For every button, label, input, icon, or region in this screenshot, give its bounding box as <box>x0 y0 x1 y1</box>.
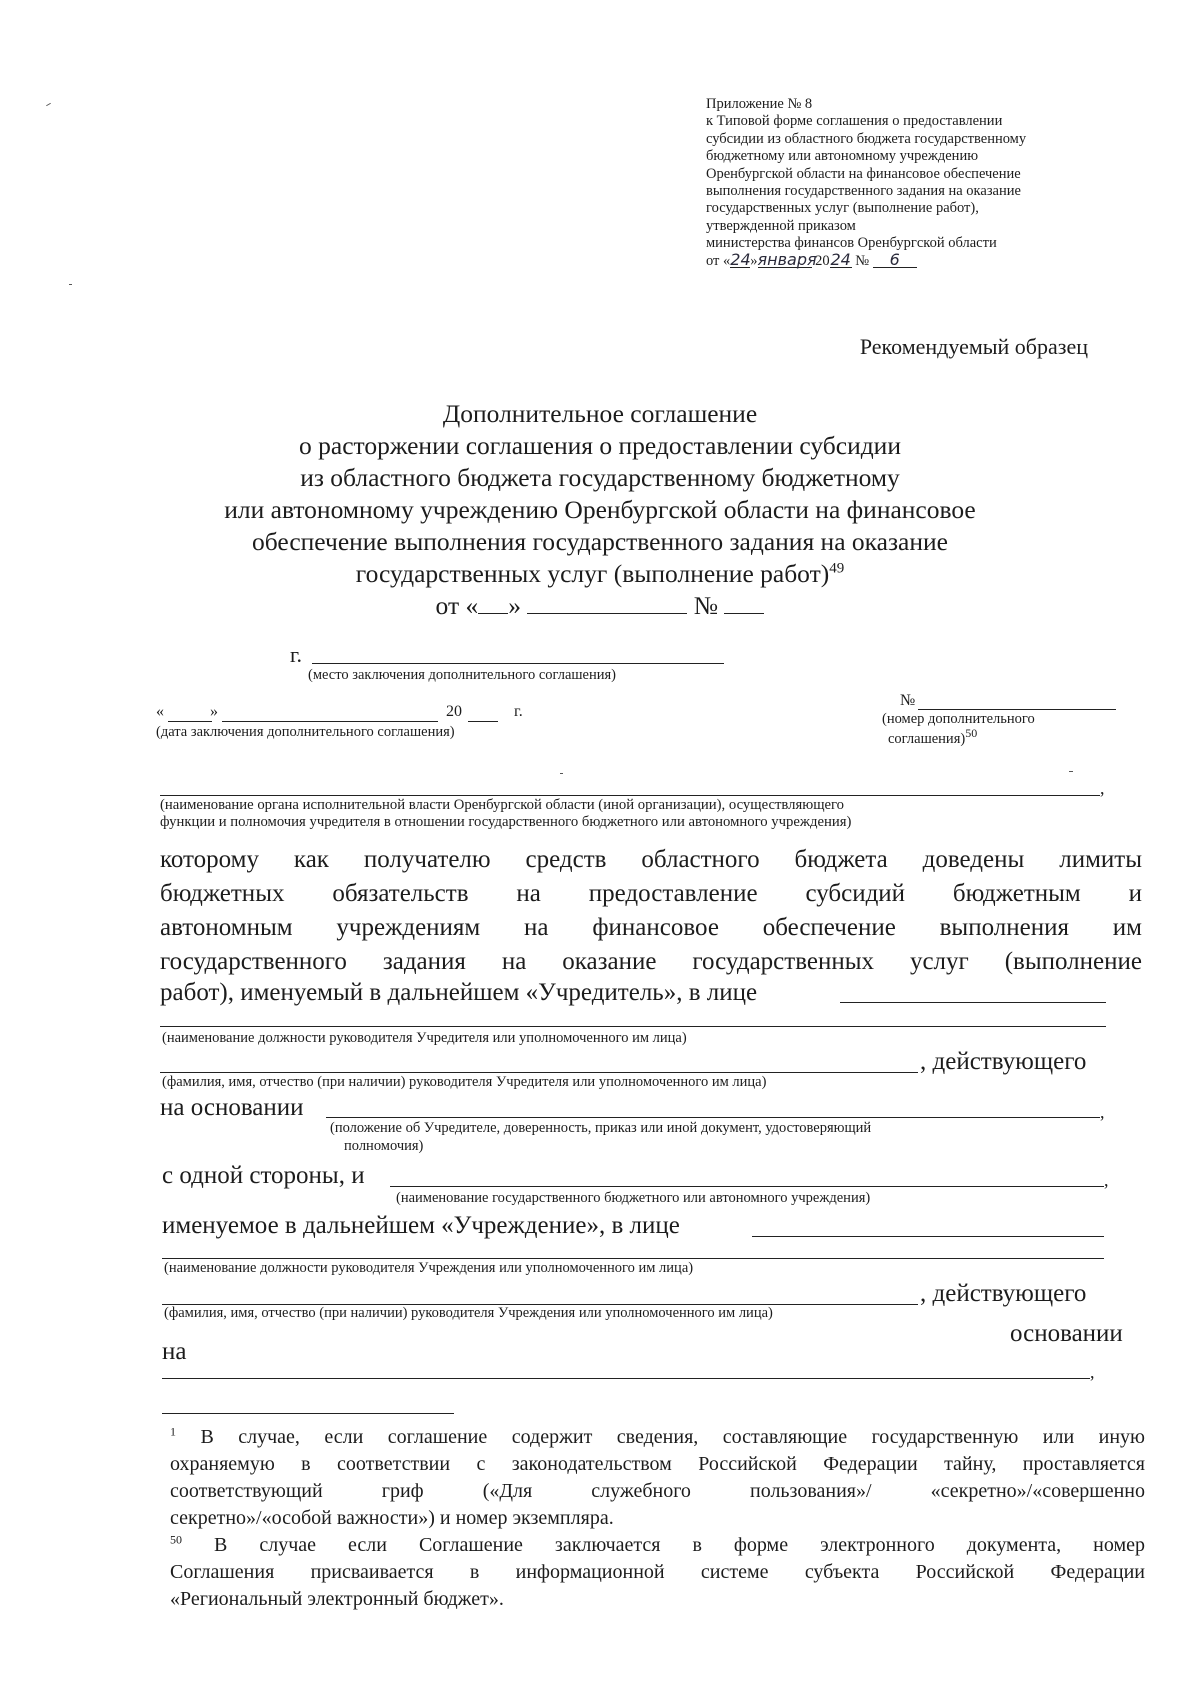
footnote-1-line: соответствующий гриф («Для служебного пользования»/ «секретно»/«совершенно <box>170 1480 1145 1502</box>
agreement-number-field[interactable] <box>918 709 1116 710</box>
scan-speck <box>69 284 72 285</box>
founder-basis-caption-2: полномочия) <box>344 1138 424 1154</box>
order-date-line: от «24»января 2024 № 6 <box>706 253 1146 270</box>
order-number-handwritten: 6 <box>873 253 917 268</box>
recommended-sample-label: Рекомендуемый образец <box>859 334 1088 359</box>
appendix-header <box>706 96 1146 270</box>
agreement-date-caption: (дата заключения дополнительного соглашения) <box>156 724 455 740</box>
agreement-day-field[interactable] <box>168 721 212 722</box>
founder-representative-field[interactable] <box>840 1002 1106 1003</box>
title-line: государственных услуг (выполнение работ)$^{49}$ <box>355 559 845 588</box>
title-month-blank[interactable] <box>527 591 687 614</box>
founder-text-line: которому как получателю средств областного бюджета доведены лимиты <box>160 846 1142 873</box>
header-line: министерства финансов Оренбургской области <box>706 235 997 252</box>
header-line: государственных услуг (выполнение работ), <box>706 200 979 217</box>
title-number-blank[interactable] <box>724 591 764 614</box>
agreement-year-suffix: г. <box>514 703 523 720</box>
title-line: или автономному учреждению Оренбургской области на финансовое <box>224 495 976 524</box>
header-line: Приложение № 8 <box>706 96 813 112</box>
order-month-handwritten: января <box>757 249 817 269</box>
agreement-date-open: « <box>156 703 164 720</box>
founder-caption-2: функции и полномочия учредителя в отношении государственного бюджетного или автономного учреждения) <box>160 814 852 830</box>
agreement-date-close: » <box>210 703 218 720</box>
institution-representative-field[interactable] <box>752 1236 1104 1237</box>
header-line: выполнения государственного задания на оказание <box>706 183 1021 200</box>
agreement-year-field[interactable] <box>468 721 498 722</box>
one-side-label: с одной стороны, и <box>162 1162 365 1189</box>
institution-caption: (наименование государственного бюджетного или автономного учреждения) <box>396 1190 871 1206</box>
institution-named-line: именуемое в дальнейшем «Учреждение», в лице <box>162 1212 680 1239</box>
header-line: бюджетному или автономному учреждению <box>706 148 979 165</box>
scan-speck <box>46 103 51 106</box>
footnote-mark: 50 <box>170 1532 182 1547</box>
header-line: Оренбургской области на финансовое обеспечение <box>706 165 1021 182</box>
institution-basis-field[interactable] <box>162 1378 1090 1379</box>
founder-text-line: государственного задания на оказание государственных услуг (выполнение <box>160 948 1142 975</box>
footnote-ref: 49 <box>829 560 845 577</box>
agreement-number-caption-1: (номер дополнительного <box>882 711 1035 727</box>
title-line: из областного бюджета государственному бюджетному <box>300 463 900 492</box>
footnote-50-line: $^{50}$ В случае если Соглашение заключается в форме электронного документа, номер <box>170 1532 1146 1556</box>
footnote-1-line: охраняемую в соответствии с законодательством Российской Федерации тайну, проставляется <box>170 1453 1145 1475</box>
scan-speck <box>1069 771 1073 772</box>
founder-person-caption: (фамилия, имя, отчество (при наличии) руководителя Учредителя или уполномоченного им лица) <box>162 1074 767 1090</box>
founder-basis-label: на основании <box>160 1094 304 1121</box>
founder-text-line: бюджетных обязательств на предоставление субсидий бюджетным и <box>160 880 1142 907</box>
footnote-50-line: Соглашения присваивается в информационной системе субъекта Российской Федерации <box>170 1561 1145 1583</box>
institution-acting: , действующего <box>920 1280 1087 1307</box>
founder-name-person-field[interactable] <box>160 1072 918 1073</box>
order-day-handwritten: 24 <box>730 249 751 269</box>
founder-text-last-line: работ), именуемый в дальнейшем «Учредитель», в лице <box>160 979 758 1006</box>
comma-mark: , <box>1100 1102 1105 1122</box>
agreement-month-field[interactable] <box>222 721 438 722</box>
title-line: о расторжении соглашения о предоставлении субсидии <box>299 431 901 460</box>
place-caption: (место заключения дополнительного соглашения) <box>308 667 617 683</box>
comma-mark: , <box>1100 778 1105 798</box>
institution-person-caption: (фамилия, имя, отчество (при наличии) руководителя Учреждения или уполномоченного им лица) <box>164 1305 773 1321</box>
title-day-blank[interactable] <box>478 591 508 614</box>
header-line: к Типовой форме соглашения о предоставлении <box>706 113 1003 130</box>
header-line: субсидии из областного бюджета государственному <box>706 130 1027 147</box>
agreement-number-sign: № <box>900 692 916 709</box>
agreement-number-caption-2: соглашения)$^{50}$ <box>888 726 978 747</box>
founder-name-field[interactable] <box>160 795 1100 796</box>
institution-name-field[interactable] <box>390 1186 1104 1187</box>
founder-position-caption: (наименование должности руководителя Учредителя или уполномоченного им лица) <box>162 1030 687 1046</box>
title-date-line: от « » № <box>150 590 1050 622</box>
comma-mark: , <box>1104 1170 1109 1190</box>
footnote-ref: 50 <box>965 726 978 741</box>
place-field[interactable] <box>312 663 724 664</box>
founder-acting: , действующего <box>920 1048 1087 1075</box>
founder-basis-caption-1: (положение об Учредителе, доверенность, приказ или иной документ, удостоверяющий <box>330 1120 872 1136</box>
footnote-1-line: секретно»/«особой важности») и номер экземпляра. <box>170 1507 614 1529</box>
institution-representative-field-2[interactable] <box>162 1258 1104 1259</box>
institution-position-caption: (наименование должности руководителя Учреждения или уполномоченного им лица) <box>164 1260 694 1276</box>
scan-speck <box>560 773 563 774</box>
footnote-50-line: «Региональный электронный бюджет». <box>170 1588 504 1610</box>
footnote-separator <box>162 1413 454 1414</box>
founder-basis-field[interactable] <box>326 1117 1100 1118</box>
comma-mark: , <box>1090 1362 1095 1382</box>
footnote-mark: 1 <box>170 1424 176 1439</box>
order-year-handwritten: 24 <box>830 249 851 269</box>
founder-text-line: автономным учреждениям на финансовое обеспечение выполнения им <box>160 914 1142 941</box>
title-line: обеспечение выполнения государственного задания на оказание <box>252 527 948 556</box>
document-title <box>150 398 1050 622</box>
founder-caption-1: (наименование органа исполнительной власти Оренбургской области (иной организации), осуществляющего <box>160 797 845 813</box>
institution-on-word: на <box>162 1338 187 1365</box>
header-line: утвержденной приказом <box>706 217 856 234</box>
institution-basis-word: основании <box>1010 1320 1123 1347</box>
footnote-1-line: $^1$ В случае, если соглашение содержит сведения, составляющие государственную или иную <box>170 1424 1145 1448</box>
title-line: Дополнительное соглашение <box>442 399 758 428</box>
place-prefix: г. <box>290 642 303 667</box>
agreement-year-prefix: 20 <box>446 703 462 720</box>
founder-representative-field-2[interactable] <box>160 1026 1106 1027</box>
